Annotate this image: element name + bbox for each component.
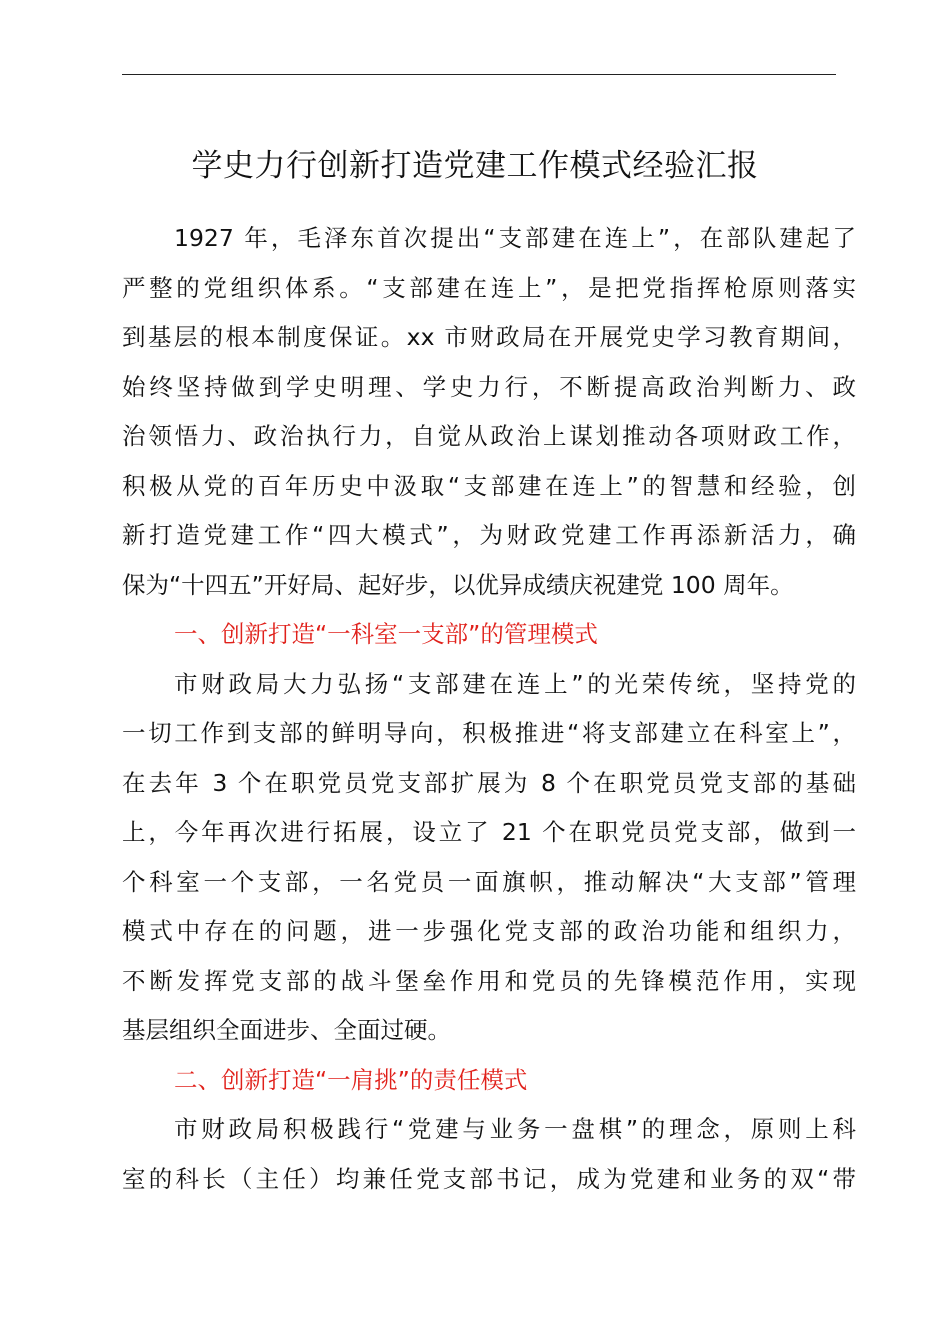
paragraph-line: 室的科长（主任）均兼任党支部书记，成为党建和业务的双“带 xyxy=(122,1164,856,1193)
paragraph-line: 严整的党组织体系。“支部建在连上”，是把党指挥枪原则落实 xyxy=(122,273,856,302)
paragraph-line: 始终坚持做到学史明理、学史力行，不断提高政治判断力、政 xyxy=(122,372,856,401)
document-title: 学史力行创新打造党建工作模式经验汇报 xyxy=(191,148,759,184)
paragraph-line: 积极从党的百年历史中汲取“支部建在连上”的智慧和经验，创 xyxy=(122,471,856,500)
paragraph-line: 市财政局积极践行“党建与业务一盘棋”的理念，原则上科 xyxy=(174,1115,856,1143)
intro-paragraph xyxy=(122,214,856,610)
paragraph-line: 市财政局大力弘扬“支部建在连上”的光荣传统，坚持党的 xyxy=(174,669,856,698)
section-heading-2: 二、创新打造“一肩挑”的责任模式 xyxy=(174,1065,528,1094)
paragraph-line: 模式中存在的问题，进一步强化党支部的政治功能和组织力， xyxy=(122,917,856,945)
paragraph-line: 在去年 3 个在职党员党支部扩展为 8 个在职党员党支部的基础 xyxy=(122,768,856,797)
paragraph-line: 到基层的根本制度保证。xx 市财政局在开展党史学习教育期间， xyxy=(122,323,856,351)
section-2-paragraph xyxy=(122,1105,856,1204)
paragraph-line: 治领悟力、政治执行力，自觉从政治上谋划推动各项财政工作， xyxy=(122,422,856,450)
paragraph-line: 新打造党建工作“四大模式”，为财政党建工作再添新活力，确 xyxy=(122,521,856,549)
header-rule xyxy=(122,74,836,75)
paragraph-line: 上，今年再次进行拓展，设立了 21 个在职党员党支部，做到一 xyxy=(122,818,856,846)
paragraph-line: 基层组织全面进步、全面过硬。 xyxy=(122,1016,451,1044)
paragraph-line: 一切工作到支部的鲜明导向，积极推进“将支部建立在科室上”， xyxy=(122,719,856,747)
section-heading-1: 一、创新打造“一科室一支部”的管理模式 xyxy=(174,620,598,648)
paragraph-line: 不断发挥党支部的战斗堡垒作用和党员的先锋模范作用，实现 xyxy=(122,966,856,995)
paragraph-line: 1927 年，毛泽东首次提出“支部建在连上”，在部队建起了 xyxy=(174,224,856,252)
paragraph-line: 个科室一个支部，一名党员一面旗帜，推动解决“大支部”管理 xyxy=(122,867,856,896)
section-1-paragraph xyxy=(122,660,856,1056)
document-body xyxy=(122,214,856,1204)
paragraph-line: 保为“十四五”开好局、起好步，以优异成绩庆祝建党 100 周年。 xyxy=(122,570,794,599)
